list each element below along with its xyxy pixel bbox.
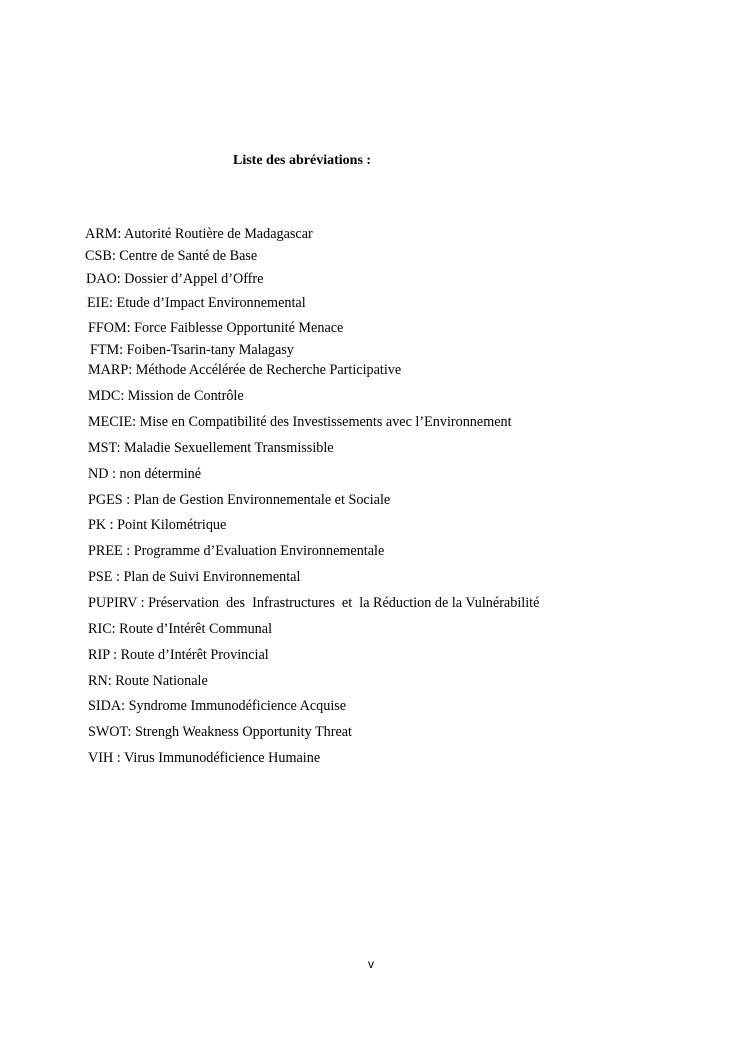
abbreviation-entry-rip: RIP : Route d’Intérêt Provincial — [88, 647, 269, 663]
abbreviation-entry-ftm: FTM: Foiben-Tsarin-tany Malagasy — [90, 342, 294, 358]
page-title: Liste des abréviations : — [233, 153, 372, 168]
abbreviation-entry-pupirv: PUPIRV : Préservation des Infrastructures et la Réduction de la Vulnérabilité — [88, 595, 540, 611]
abbreviation-entry-swot: SWOT: Strengh Weakness Opportunity Threat — [88, 724, 352, 740]
abbreviation-entry-rn: RN: Route Nationale — [88, 673, 208, 689]
abbreviation-entry-pree: PREE : Programme d’Evaluation Environnementale — [88, 543, 385, 559]
abbreviation-entry-ffom: FFOM: Force Faiblesse Opportunité Menace — [88, 320, 344, 336]
abbreviation-entry-ric: RIC: Route d’Intérêt Communal — [88, 621, 273, 637]
abbreviation-entry-mecie: MECIE: Mise en Compatibilité des Investissements avec l’Environnement — [88, 414, 512, 430]
abbreviation-entry-nd: ND : non déterminé — [88, 466, 202, 482]
abbreviation-entry-arm: ARM: Autorité Routière de Madagascar — [85, 226, 313, 242]
abbreviation-entry-csb: CSB: Centre de Santé de Base — [85, 248, 258, 264]
abbreviation-entry-eie: EIE: Etude d’Impact Environnemental — [87, 295, 306, 311]
abbreviation-entry-mst: MST: Maladie Sexuellement Transmissible — [88, 440, 334, 456]
abbreviation-entry-mdc: MDC: Mission de Contrôle — [88, 388, 244, 404]
page-number: v — [368, 957, 374, 971]
abbreviation-entry-vih: VIH : Virus Immunodéficience Humaine — [88, 750, 321, 766]
abbreviation-entry-pk: PK : Point Kilométrique — [88, 517, 227, 533]
abbreviation-entry-dao: DAO: Dossier d’Appel d’Offre — [86, 271, 264, 287]
abbreviation-entry-pse: PSE : Plan de Suivi Environnemental — [88, 569, 301, 585]
abbreviation-entry-pges: PGES : Plan de Gestion Environnementale et Sociale — [88, 492, 391, 508]
abbreviation-entry-sida: SIDA: Syndrome Immunodéficience Acquise — [88, 698, 347, 714]
abbreviation-entry-marp: MARP: Méthode Accélérée de Recherche Participative — [88, 362, 402, 378]
